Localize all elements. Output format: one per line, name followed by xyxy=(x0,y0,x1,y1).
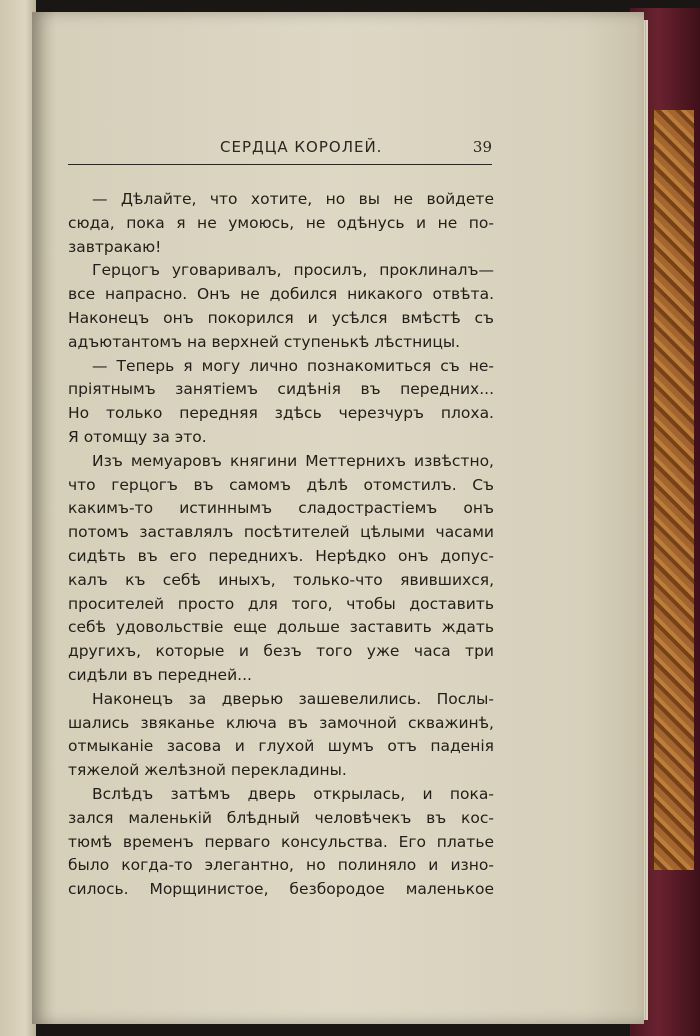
text-line: — Дѣлайте, что хотите, но вы не войдете xyxy=(92,190,494,208)
running-title: СЕРДЦА КОРОЛЕЙ. xyxy=(220,138,383,156)
running-head xyxy=(68,134,492,165)
leather-binding-pattern xyxy=(652,110,694,870)
text-line: какимъ-то истиннымъ сладострастіемъ онъ xyxy=(68,499,494,518)
text-line: тяжелой желѣзной перекладины. xyxy=(68,761,347,780)
text-line: пріятнымъ занятіемъ сидѣнія въ передних... xyxy=(68,380,494,399)
text-line: все напрасно. Онъ не добился никакого отвѣта. xyxy=(68,285,494,304)
text-line: Наконецъ за дверью зашевелились. Послы- xyxy=(92,689,494,708)
text-line: зался маленькій блѣдный человѣчекъ въ кос- xyxy=(68,808,494,827)
text-line: адъютантомъ на верхней ступенькѣ лѣстницы. xyxy=(68,332,461,351)
text-line: шались звяканье ключа въ замочной скважинѣ, xyxy=(68,713,494,732)
text-line: просителей просто для того, чтобы доставить xyxy=(68,594,494,613)
book-page xyxy=(32,12,644,1024)
text-line: Герцогъ уговаривалъ, просилъ, проклиналъ— xyxy=(92,261,494,280)
text-line: сидѣли въ передней... xyxy=(68,665,252,684)
text-line: сидѣть въ его переднихъ. Нерѣдко онъ допус- xyxy=(68,546,494,565)
text-line: Наконецъ онъ покорился и усѣлся вмѣстѣ съ xyxy=(68,308,494,327)
text-line: Я отомщу за это. xyxy=(68,427,207,446)
left-facing-page xyxy=(0,0,36,1036)
text-line: Но только передняя здѣсь черезчуръ плоха. xyxy=(68,404,494,423)
text-line: потомъ заставлялъ посѣтителей цѣлыми часами xyxy=(68,523,494,542)
body-text xyxy=(68,188,494,902)
page-number: 39 xyxy=(472,138,492,156)
text-line: было когда-то элегантно, но полиняло и изно- xyxy=(68,856,494,875)
text-line: себѣ удовольствіе еще дольше заставить ждать xyxy=(68,618,494,637)
text-line: Изъ мемуаровъ княгини Меттернихъ извѣстно, xyxy=(92,451,494,470)
text-line: что герцогъ въ самомъ дѣлѣ отомстилъ. Съ xyxy=(68,475,494,494)
text-line: Вслѣдъ затѣмъ дверь открылась, и пока- xyxy=(92,784,494,803)
text-line: другихъ, которые и безъ того уже часа три xyxy=(68,642,494,661)
text-line: калъ къ себѣ иныхъ, только-что явившихся, xyxy=(68,570,494,589)
text-line: завтракаю! xyxy=(68,237,162,256)
text-line: сюда, пока я не умоюсь, не одѣнусь и не по- xyxy=(68,213,494,232)
text-line: тюмѣ временъ перваго консульства. Его платье xyxy=(68,832,494,851)
text-line: силось. Морщинистое, безбородое маленькое xyxy=(68,880,494,899)
text-line: отмыканіе засова и глухой шумъ отъ паденія xyxy=(68,737,494,756)
text-line: — Теперь я могу лично познакомиться съ не- xyxy=(92,356,494,375)
